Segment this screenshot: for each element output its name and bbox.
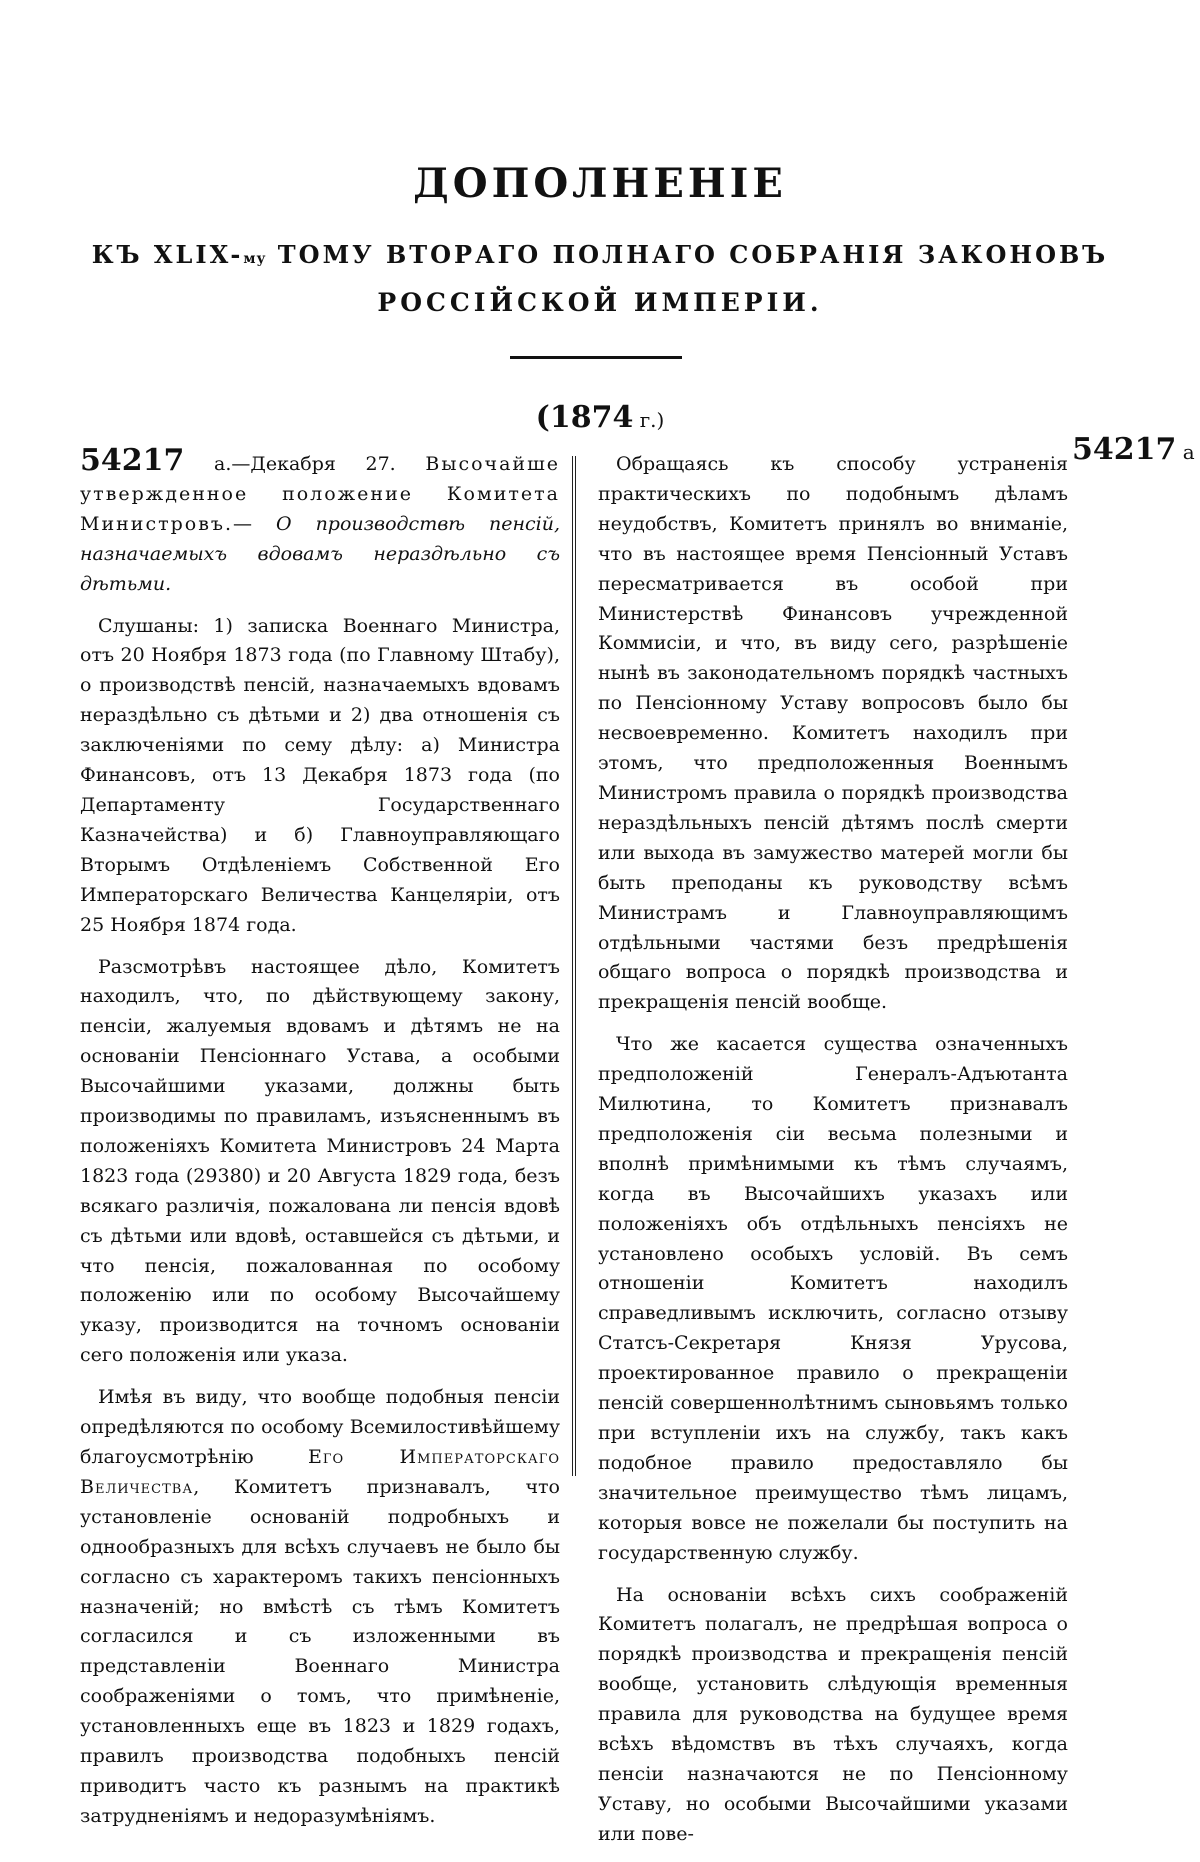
- right-paragraph-3: На основаніи всѣхъ сихъ соображеній Комитетъ полагалъ, не предрѣшая вопроса о порядкѣ производства и прекращенія пенсій вообще, установить слѣдующія временныя правила для руководства на будущее время всѣхъ вѣдомствъ въ тѣхъ случаяхъ, когда пенсіи назначаются не по Пенсіонному Уставу, но особыми Высочайшими указами или пове-: [598, 1583, 1068, 1845]
- margin-number-suffix: a: [1176, 440, 1195, 464]
- left-column: [80, 443, 560, 1844]
- law-number: 54217: [80, 443, 185, 478]
- left-paragraph-3-start: Имѣя въ виду, что вообще подобныя пенсіи опредѣляются по особому Всемилостивѣйшему благоусмотрѣнію: [80, 1386, 560, 1468]
- margin-number: 54217: [1072, 432, 1177, 467]
- year-suffix: г.): [633, 408, 665, 432]
- title-divider-rule: [510, 356, 682, 359]
- document-subtitle-line2: РОССІЙСКОЙ ИМПЕРІИ.: [377, 288, 823, 317]
- law-date: а.—Декабря 27.: [184, 453, 426, 475]
- column-divider: [572, 456, 576, 1476]
- left-paragraph-3-end: , Комитетъ признавалъ, что установленіе основаній подробныхъ и однообразныхъ для всѣхъ случаевъ не было бы согласно съ характеромъ такихъ пенсіонныхъ назначеній; но вмѣстѣ съ тѣмъ Комитетъ согласился и съ изложенными въ представленіи Военнаго Министра соображеніями о томъ, что примѣненіе, установленныхъ еще въ 1823 и 1829 годахъ, правилъ производства подобныхъ пенсій приводитъ часто къ разнымъ на практикѣ затрудненіямъ и недоразумѣніямъ.: [80, 1475, 560, 1827]
- margin-law-number: [1072, 432, 1195, 467]
- right-column: [598, 450, 1068, 1862]
- left-paragraph-3-majesty: Его Императорскаго Величества: [80, 1446, 560, 1498]
- year-heading: [0, 400, 1200, 435]
- law-heading-dash: —: [233, 512, 253, 535]
- year-value: 1874: [549, 400, 634, 435]
- document-subtitle-line1: [0, 240, 1200, 269]
- right-paragraph-1: Обращаясь къ способу устраненія практическихъ по подобнымъ дѣламъ неудобствъ, Комитетъ принялъ во вниманіе, что въ настоящее время Пенсіонный Уставъ пересматривается въ особой при Министерствѣ Финансовъ учрежденной Коммисіи, и что, въ виду сего, разрѣшеніе нынѣ въ законодательномъ порядкѣ частныхъ по Пенсіонному Уставу вопросовъ было бы несвоевременно. Комитетъ находилъ при этомъ, что предположенныя Военнымъ Министромъ правила о порядкѣ производства нераздѣльныхъ пенсій дѣтямъ послѣ смерти или выхода въ замужество матерей могли бы быть преподаны къ руководству всѣмъ Министрамъ и Главноуправляющимъ отдѣльными частями безъ предрѣшенія общаго вопроса о порядкѣ производства и прекращенія пенсій вообще.: [598, 453, 1068, 1014]
- law-subject: О производствѣ пенсій, назначаемыхъ вдовамъ нераздѣльно съ дѣтьми.: [80, 512, 560, 595]
- subtitle-line1-end: ТОМУ ВТОРАГО ПОЛНАГО СОБРАНІЯ ЗАКОНОВЪ: [266, 240, 1109, 269]
- left-paragraph-2: Разсмотрѣвъ настоящее дѣло, Комитетъ находилъ, что, по дѣйствующему закону, пенсіи, жалуемыя вдовамъ и дѣтямъ не на основаніи Пенсіоннаго Устава, а особыми Высочайшими указами, должны быть производимы по правиламъ, изъясненнымъ въ положеніяхъ Комитета Министровъ 24 Марта 1823 года (29380) и 20 Августа 1829 года, безъ всякаго различія, пожалована ли пенсія вдовѣ съ дѣтьми или вдовѣ, оставшейся съ дѣтьми, и что пенсія, пожалованная по особому положенію или по особому Высочайшему указу, производится на точномъ основаніи сего положенія или указа.: [80, 955, 560, 1367]
- law-heading-title: Высочайше утвержденное положение Комитета Министровъ.: [80, 453, 560, 535]
- left-paragraph-1: Слушаны: 1) записка Военнаго Министра, отъ 20 Ноября 1873 года (по Главному Штабу), о производствѣ пенсій, назначаемыхъ вдовамъ нераздѣльно съ дѣтьми и 2) два отношенія съ заключеніями по сему дѣлу: а) Министра Финансовъ, отъ 13 Декабря 1873 года (по Департаменту Государственнаго Казначейства) и б) Главноуправляющаго Вторымъ Отдѣленіемъ Собственной Его Императорскаго Величества Канцеляріи, отъ 25 Ноября 1874 года.: [80, 614, 560, 936]
- subtitle-line1-sup: му: [243, 251, 267, 267]
- right-paragraph-2: Что же касается существа означенныхъ предположеній Генералъ-Адъютанта Милютина, то Комитетъ признавалъ предположенія сіи весьма полезными и вполнѣ примѣнимыми къ тѣмъ случаямъ, когда въ Высочайшихъ указахъ или положеніяхъ объ отдѣльныхъ пенсіяхъ не установлено особыхъ условій. Въ семъ отношеніи Комитетъ находилъ справедливымъ исключить, согласно отзыву Статсъ-Секретаря Князя Урусова, проектированное правило о прекращеніи пенсій совершеннолѣтнимъ сыновьямъ только при вступленіи ихъ на службу, такъ какъ подобное правило предоставляло бы значительное преимущество тѣмъ лицамъ, которыя вовсе не пожелали бы поступить на государственную службу.: [598, 1033, 1068, 1564]
- document-title: ДОПОЛНЕНІЕ: [413, 160, 787, 207]
- left-paragraph-3: [80, 1383, 560, 1832]
- law-heading: [80, 443, 560, 600]
- subtitle-line1-start: КЪ XLIX-: [91, 240, 244, 269]
- year-open-paren: (: [535, 400, 550, 435]
